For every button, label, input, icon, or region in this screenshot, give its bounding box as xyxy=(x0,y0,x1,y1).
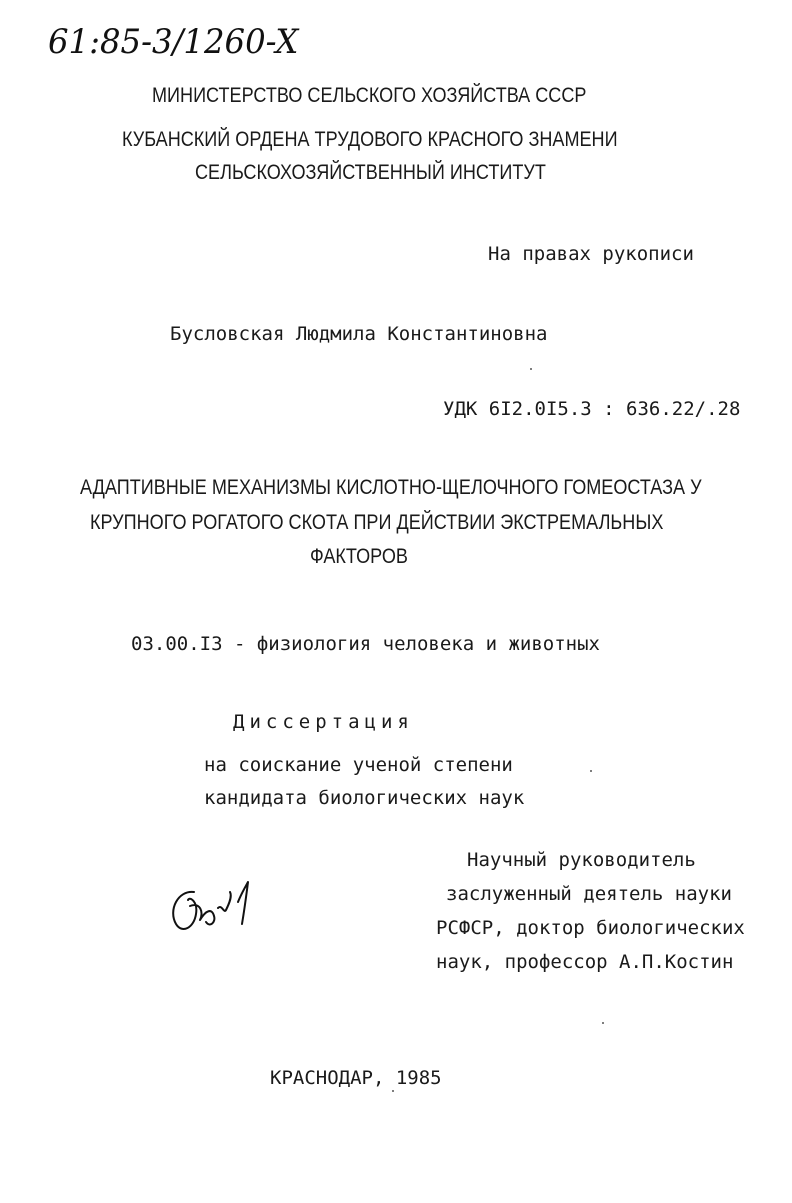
institute-header-line2: СЕЛЬСКОХОЗЯЙСТВЕННЫЙ ИНСТИТУТ xyxy=(195,161,546,184)
supervisor-line1: Научный руководитель xyxy=(467,849,696,871)
author-signature xyxy=(160,862,280,942)
ministry-header: МИНИСТЕРСТВО СЕЛЬСКОГО ХОЗЯЙСТВА СССР xyxy=(152,84,587,107)
thesis-title-line1: АДАПТИВНЫЕ МЕХАНИЗМЫ КИСЛОТНО-ЩЕЛОЧНОГО ГОМЕОСТАЗА У xyxy=(80,476,702,499)
supervisor-line2: заслуженный деятель науки xyxy=(446,883,732,905)
dissertation-label: Диссертация xyxy=(233,711,414,733)
scan-speck xyxy=(392,1090,394,1092)
degree-line2: кандидата биологических наук xyxy=(204,787,525,809)
author-name: Бусловская Людмила Константиновна xyxy=(170,323,548,345)
archive-code-handwritten: 61:85-3/1260-X xyxy=(48,22,299,62)
degree-line1: на соискание ученой степени xyxy=(204,754,513,776)
city-year: КРАСНОДАР, 1985 xyxy=(270,1067,442,1089)
scan-speck xyxy=(602,1022,604,1024)
supervisor-line3: РСФСР, доктор биологических xyxy=(436,917,745,939)
institute-header-line1: КУБАНСКИЙ ОРДЕНА ТРУДОВОГО КРАСНОГО ЗНАМЕНИ xyxy=(122,128,618,151)
scan-speck xyxy=(590,770,592,772)
supervisor-line4: наук, профессор А.П.Костин xyxy=(436,951,734,973)
udc-code: УДК 6I2.0I5.3 : 636.22/.28 xyxy=(443,398,741,420)
specialty-code: 03.00.I3 - физиология человека и животных xyxy=(131,633,600,655)
thesis-title-line2: КРУПНОГО РОГАТОГО СКОТА ПРИ ДЕЙСТВИИ ЭКСТРЕМАЛЬНЫХ xyxy=(90,511,664,534)
thesis-title-line3: ФАКТОРОВ xyxy=(310,545,408,568)
manuscript-rights-note: На правах рукописи xyxy=(488,243,694,265)
scan-speck xyxy=(530,368,532,370)
